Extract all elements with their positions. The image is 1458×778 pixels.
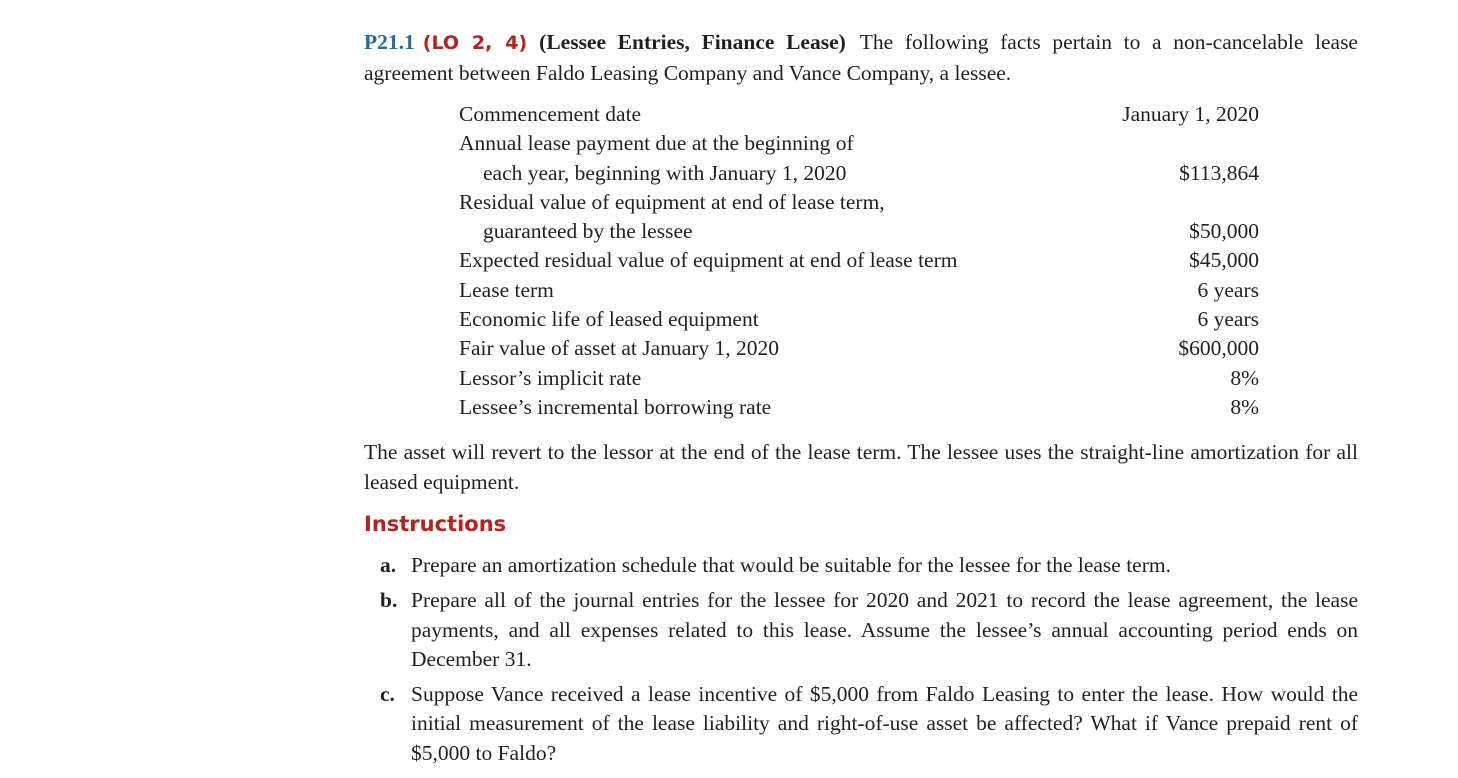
instruction-item: [380, 680, 1358, 768]
fact-row: [459, 246, 1259, 275]
fact-label: Lessee’s incremental borrowing rate: [459, 394, 772, 419]
fact-value: $50,000: [1189, 219, 1259, 244]
problem-number: P21.1: [364, 30, 415, 54]
lease-facts-table: [459, 100, 1259, 422]
fact-row: [459, 305, 1259, 334]
fact-label: Residual value of equipment at end of lease term,: [459, 189, 885, 214]
fact-row: [459, 188, 1259, 247]
problem-intro-text: The following facts pertain to a non-cancelable lease agreement between Faldo Leasing Company and Vance Company, a lessee.: [364, 30, 1358, 85]
fact-value: $600,000: [1178, 336, 1259, 361]
fact-label: Economic life of leased equipment: [459, 307, 759, 332]
instruction-text: Prepare all of the journal entries for the lessee for 2020 and 2021 to record the lease agreement, the lease payments, and all expenses related to this lease. Assume the lessee’s annual accounting period ends on December 31.: [411, 588, 1358, 671]
fact-label: Commencement date: [459, 102, 642, 126]
instructions-list: [380, 551, 1358, 774]
fact-value: $45,000: [1189, 248, 1259, 273]
fact-value: 6 years: [1197, 277, 1259, 302]
instruction-letter: a.: [380, 553, 397, 577]
fact-row: [459, 276, 1259, 305]
fact-value: 8%: [1230, 394, 1259, 419]
fact-row: [459, 334, 1259, 363]
fact-label: Annual lease payment due at the beginning of: [459, 131, 854, 156]
fact-label: Fair value of asset at January 1, 2020: [459, 336, 780, 361]
fact-label: Lease term: [459, 277, 554, 302]
fact-row: [459, 129, 1259, 188]
instruction-item: [380, 586, 1358, 674]
instruction-item: [380, 551, 1358, 580]
fact-label-continued: each year, beginning with January 1, 2020: [483, 160, 847, 185]
learning-objectives: (LO 2, 4): [422, 32, 528, 54]
instruction-text: Suppose Vance received a lease incentive of $5,000 from Faldo Leasing to enter the lease. How would the initial measurement of the lease liability and right-of-use asset be affected? What if Vance prepaid rent of $5,000 to Faldo?: [411, 682, 1358, 765]
fact-label-continued: guaranteed by the lessee: [483, 219, 693, 244]
fact-value: January 1, 2020: [1122, 102, 1259, 126]
instruction-text: Prepare an amortization schedule that would be suitable for the lessee for the lease term.: [411, 553, 1171, 577]
fact-row: [459, 393, 1259, 422]
problem-topic: (Lessee Entries, Finance Lease): [539, 30, 846, 54]
instructions-heading: Instructions: [364, 512, 507, 536]
lease-note-paragraph: The asset will revert to the lessor at the end of the lease term. The lessee uses the straight-line amortization for all leased equipment.: [364, 440, 1358, 494]
instruction-letter: b.: [380, 588, 398, 613]
instruction-letter: c.: [380, 682, 395, 707]
fact-value: 6 years: [1197, 307, 1259, 332]
fact-row: [459, 100, 1259, 129]
fact-label: Lessor’s implicit rate: [459, 365, 642, 390]
fact-label: Expected residual value of equipment at end of lease term: [459, 248, 958, 273]
fact-value: 8%: [1230, 365, 1259, 390]
problem-intro: [364, 28, 1358, 88]
fact-row: [459, 364, 1259, 393]
fact-value: $113,864: [1179, 160, 1259, 185]
